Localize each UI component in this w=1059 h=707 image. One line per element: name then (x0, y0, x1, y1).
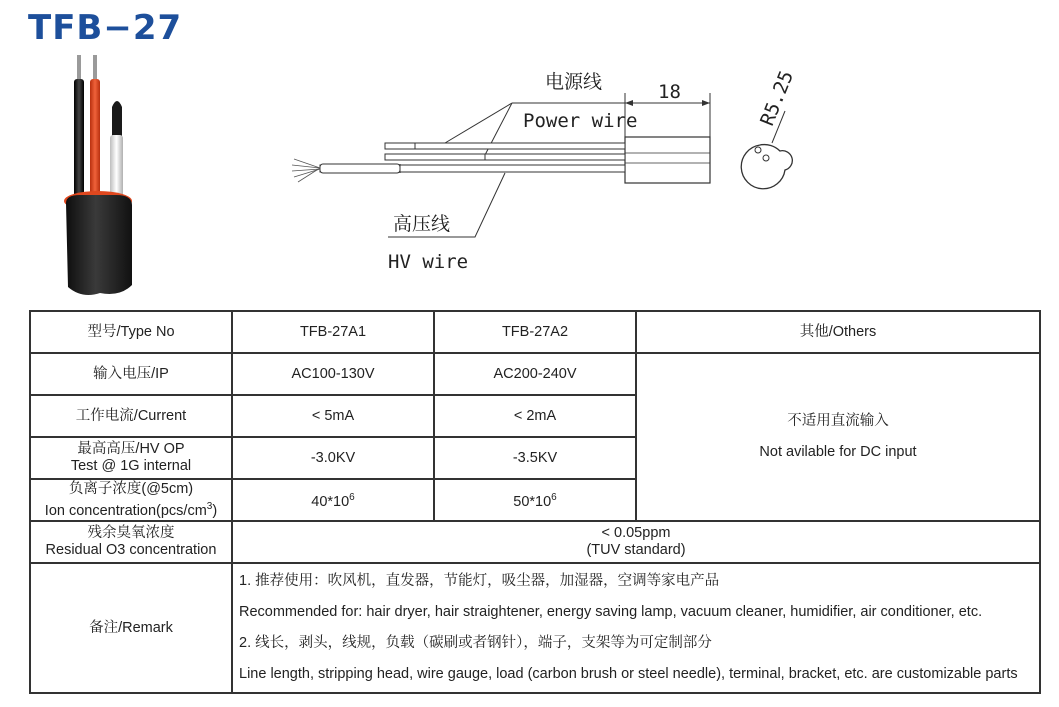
ion-a2-base: 50*10 (513, 493, 552, 510)
ion-label-en-text: Ion concentration(pcs/cm (44, 502, 207, 519)
page-title: TFB−27 (28, 8, 183, 48)
ion-a1-base: 40*10 (311, 493, 350, 510)
black-body (66, 195, 132, 295)
hv-op-label-cn: 最高高压/HV OP (77, 441, 185, 457)
device-body (625, 137, 710, 183)
ion-label-sup: 3 (206, 500, 213, 512)
technical-drawing (280, 55, 840, 285)
current-label: 工作电流/Current (30, 395, 232, 437)
wire-tip (77, 55, 81, 81)
ion-a2 (434, 479, 636, 521)
power-wire-1 (385, 143, 625, 149)
ion-a1-exp: 6 (349, 492, 355, 504)
ip-label: 输入电压/IP (30, 353, 232, 395)
current-a1: < 5mA (232, 395, 434, 437)
o3-value-main: < 0.05ppm (601, 525, 671, 541)
red-wire (90, 79, 100, 199)
ion-label-en (35, 498, 227, 520)
others-note-cn: 不适用直流输入 (787, 413, 889, 429)
o3-label (30, 521, 232, 563)
remark-line-1: 1. 推荐使用：吹风机，直发器，节能灯，吸尘器，加湿器，空调等家电产品 (239, 573, 720, 589)
black-wire (74, 79, 84, 199)
ion-a2-exp: 6 (551, 492, 557, 504)
hv-wire-tip (112, 101, 122, 137)
radius-label: R5.25 (756, 67, 799, 129)
o3-label-en: Residual O3 concentration (45, 542, 217, 558)
remark-line-3: 2. 线长，剥头，线规，负载（碳刷或者钢针），端子，支架等为可定制部分 (239, 635, 712, 651)
spec-table (29, 310, 1041, 694)
o3-label-cn: 残余臭氧浓度 (87, 525, 175, 541)
type-no-label: 型号/Type No (30, 311, 232, 353)
power-wire-2 (385, 154, 625, 160)
hv-op-a2: -3.5KV (434, 437, 636, 479)
table-row (30, 353, 1040, 395)
hv-op-label (30, 437, 232, 479)
o3-value (232, 521, 1040, 563)
table-row (30, 521, 1040, 563)
ion-label-close: ) (212, 502, 218, 519)
dim-arrow (702, 100, 710, 106)
hv-op-a1: -3.0KV (232, 437, 434, 479)
hv-wire-sleeve (320, 164, 400, 173)
product-image (60, 55, 150, 300)
power-wire-cn-label: 电源线 (545, 71, 603, 93)
white-wire (110, 135, 123, 197)
o3-value-standard: (TUV standard) (586, 542, 686, 558)
wire-tip (93, 55, 97, 81)
type-others: 其他/Others (636, 311, 1040, 353)
power-wire-en-label: Power wire (523, 110, 638, 132)
ip-a2: AC200-240V (434, 353, 636, 395)
hv-wire-en-label: HV wire (388, 251, 469, 273)
table-row (30, 563, 1040, 693)
ip-a1: AC100-130V (232, 353, 434, 395)
remark-label: 备注/Remark (30, 563, 232, 693)
current-a2: < 2mA (434, 395, 636, 437)
remark-line-4: Line length, stripping head, wire gauge, load (carbon brush or steel needle), terminal, bracket, etc. are customizable parts (239, 666, 1018, 682)
hv-op-label-en: Test @ 1G internal (70, 458, 192, 474)
ion-label-cn: 负离子浓度(@5cm) (68, 480, 194, 497)
type-a1: TFB-27A1 (232, 311, 434, 353)
type-a2: TFB-27A2 (434, 311, 636, 353)
remark-line-2: Recommended for: hair dryer, hair straightener, energy saving lamp, vacuum cleaner, humidifier, air conditioner, etc. (239, 604, 983, 620)
end-view-outline (741, 145, 792, 189)
ion-label (30, 479, 232, 521)
dim-arrow (625, 100, 633, 106)
others-note-en: Not avilable for DC input (759, 444, 917, 460)
dimension-length: 18 (658, 81, 681, 103)
table-row (30, 311, 1040, 353)
others-note-cell (636, 353, 1040, 521)
hv-wire-cn-label: 高压线 (393, 213, 451, 235)
ion-a1 (232, 479, 434, 521)
remark-content (232, 563, 1040, 693)
